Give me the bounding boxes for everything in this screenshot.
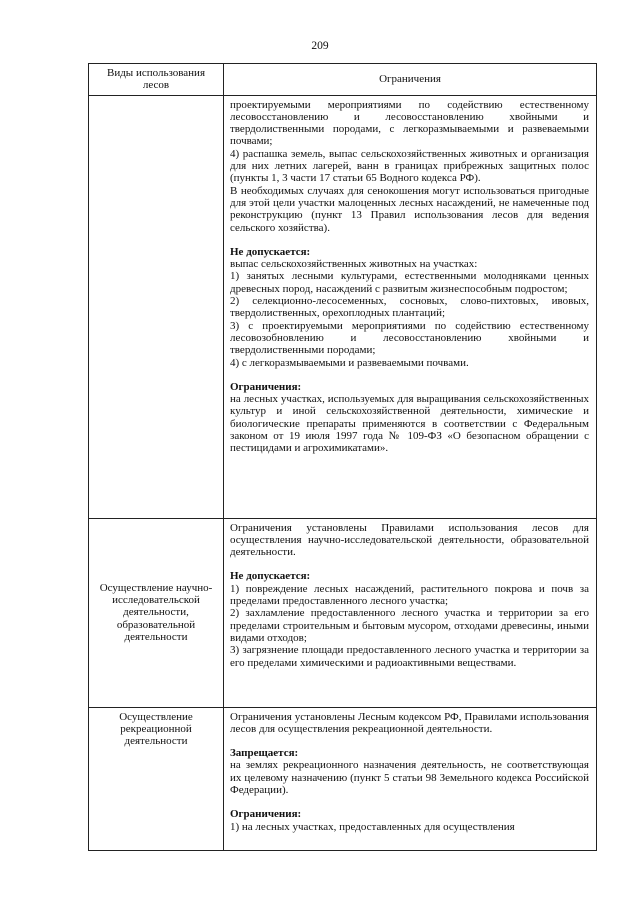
header-restrictions: Ограничения bbox=[224, 64, 597, 96]
restriction-cell bbox=[224, 518, 597, 707]
page-number: 209 bbox=[311, 40, 329, 52]
table-header-row bbox=[89, 64, 597, 96]
header-usage-types: Виды использования лесов bbox=[89, 64, 224, 96]
restriction-paragraph: 3) загрязнение площади предоставленного лесного участка и территории за его пределами химическими и радиоактивными веществами. bbox=[230, 644, 589, 669]
restriction-paragraph: Ограничения установлены Правилами использования лесов для осуществления научно-исследовательской деятельности, образовательной деятельности. bbox=[230, 521, 589, 559]
restriction-paragraph: проектируемыми мероприятиями по содействию естественному лесовосстановлению и лесовосстановлению хвойными и твердолиственными породами, с легкоразмываемыми и развеваемыми почвами; bbox=[230, 98, 589, 148]
section-heading: Запрещается: bbox=[230, 747, 299, 760]
section-heading: Не допускается: bbox=[230, 570, 311, 583]
restriction-paragraph: В необходимых случаях для сенокошения могут использоваться пригодные для этой цели участки малоценных лесных насаждений, не намеченные под реконструкцию (пункт 13 Правил использования лесов для ведения сельского хозяйства). bbox=[230, 184, 589, 234]
section-heading: Ограничения: bbox=[230, 808, 302, 821]
restriction-paragraph: 4) с легкоразмываемыми и развеваемыми почвами. bbox=[230, 356, 469, 369]
restriction-cell bbox=[224, 95, 597, 518]
restrictions-table bbox=[88, 63, 597, 851]
table-row bbox=[89, 707, 597, 850]
table-row bbox=[89, 95, 597, 518]
restriction-paragraph: на землях рекреационного назначения деятельность, не соответствующая их целевому назначению (пункт 5 статьи 98 Земельного кодекса Российской Федерации). bbox=[230, 759, 589, 797]
restriction-paragraph: 1) занятых лесными культурами, естественными молодняками ценных древесных пород, насаждений с развитым жизнеспособным подростом; bbox=[230, 270, 589, 295]
restriction-paragraph: выпас сельскохозяйственных животных на участках: bbox=[230, 258, 478, 271]
usage-type-cell bbox=[89, 95, 224, 518]
restriction-cell bbox=[224, 707, 597, 850]
section-heading: Не допускается: bbox=[230, 245, 311, 258]
restriction-paragraph: на лесных участках, используемых для выращивания сельскохозяйственных культур и иной сельскохозяйственной деятельности, химические и биологические препараты применяются в соответствии с Федеральным законом от 19 июля 1997 года № 109-ФЗ «О безопасном обращении с пестицидами и агрохимикатами». bbox=[230, 393, 589, 455]
restriction-paragraph: 1) на лесных участках, предоставленных для осуществления bbox=[230, 820, 515, 833]
restriction-paragraph: 4) распашка земель, выпас сельскохозяйственных животных и организация для них летних лагерей, ванн в границах прибрежных защитных полос (пункты 1, 3 части 17 статьи 65 Водного кодекса РФ). bbox=[230, 147, 589, 185]
restriction-paragraph: 2) селекционно-лесосеменных, сосновых, слово-пихтовых, ивовых, твердолиственных, орехоплодных плантаций; bbox=[230, 295, 589, 320]
usage-type-cell: Осуществление научно-исследовательской деятельности, образовательной деятельности bbox=[89, 518, 224, 707]
restriction-paragraph: 1) повреждение лесных насаждений, растительного покрова и почв за пределами предоставленного лесного участка; bbox=[230, 582, 589, 608]
restriction-paragraph: Ограничения установлены Лесным кодексом РФ, Правилами использования лесов для осуществления рекреационной деятельности. bbox=[230, 710, 589, 735]
restriction-paragraph: 3) с проектируемыми мероприятиями по содействию естественному лесовозобновлению и лесовосстановлению хвойными и твердолиственными породами; bbox=[230, 319, 589, 357]
usage-type-cell: Осуществление рекреационной деятельности bbox=[89, 707, 224, 850]
table-row bbox=[89, 518, 597, 707]
section-heading: Ограничения: bbox=[230, 380, 302, 393]
restriction-paragraph: 2) захламление предоставленного лесного участка и территории за его пределами строительным и бытовым мусором, отходами древесины, иными видами отходов; bbox=[230, 607, 589, 644]
